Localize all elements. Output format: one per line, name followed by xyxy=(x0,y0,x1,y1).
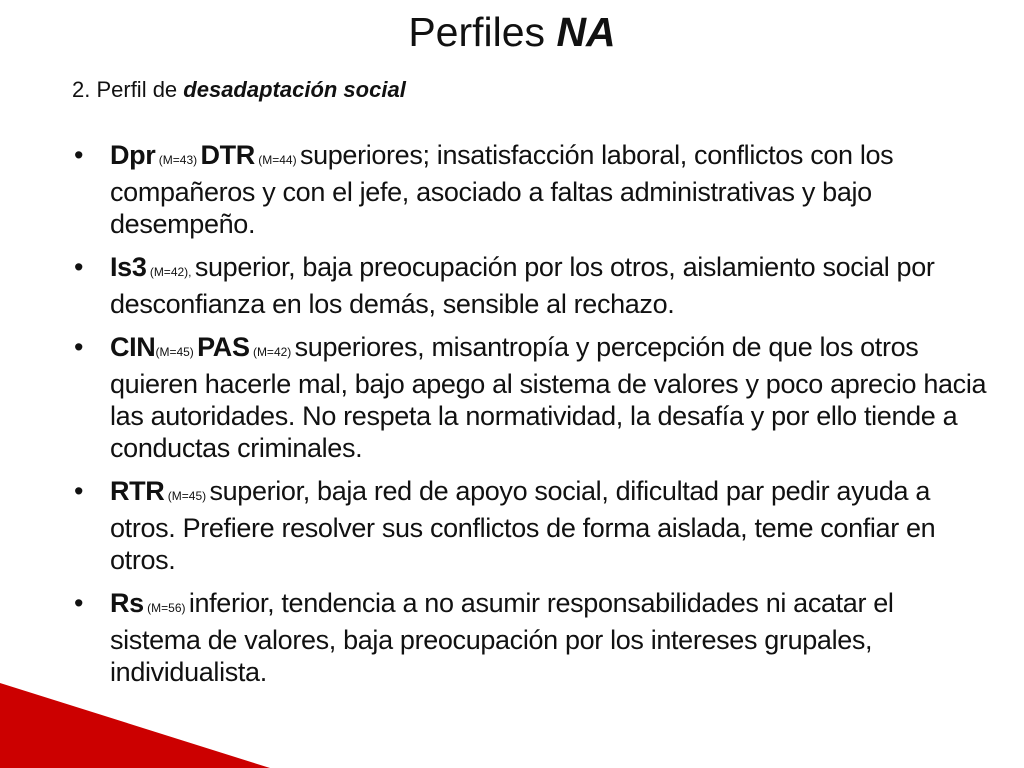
red-corner-band-shape xyxy=(0,683,270,768)
bullet-marker: • xyxy=(74,252,84,282)
scale-mean: (M=45) xyxy=(164,489,210,503)
scale-mean: (M=42) xyxy=(249,345,295,359)
bullet-marker: • xyxy=(74,140,84,170)
scale-mean: (M=43) xyxy=(155,153,201,167)
scale-mean: (M=45) xyxy=(155,345,198,359)
scale-mean: (M=42), xyxy=(146,265,195,279)
scale-code: PAS xyxy=(197,332,250,362)
bullet-marker: • xyxy=(74,332,84,362)
scale-code: CIN xyxy=(110,332,156,362)
bullet-marker: • xyxy=(74,476,84,506)
title-text: Perfiles xyxy=(408,9,557,55)
scale-mean: (M=44) xyxy=(254,153,300,167)
scale-code: Dpr xyxy=(110,140,156,170)
subtitle-text: 2. Perfil de xyxy=(72,77,184,102)
bullet-marker: • xyxy=(74,588,84,618)
scale-code: Rs xyxy=(110,588,144,618)
scale-mean: (M=56) xyxy=(143,601,189,615)
scale-code: Is3 xyxy=(110,252,147,282)
bullet-description: superior, baja red de apoyo social, dificultad par pedir ayuda a otros. Prefiere resolver sus conflictos de forma aislada, teme confiar en otros. xyxy=(110,476,936,575)
bullet-description: inferior, tendencia a no asumir responsabilidades ni acatar el sistema de valores, baja preocupación por los intereses grupales, individualista. xyxy=(110,588,894,687)
title-emphasis: NA xyxy=(556,9,616,55)
bullet-description: superiores, misantropía y percepción de que los otros quieren hacerle mal, bajo apego al sistema de valores y poco aprecio hacia las autoridades. No respeta la normatividad, la desafía y por ello tiende a conductas criminales. xyxy=(110,332,987,463)
scale-code: RTR xyxy=(110,476,165,506)
bullet-description: superiores; insatisfacción laboral, conflictos con los compañeros y con el jefe, asociado a faltas administrativas y bajo desempeño. xyxy=(110,140,894,239)
subtitle-emphasis: desadaptación social xyxy=(183,77,406,102)
bullet-description: superior, baja preocupación por los otros, aislamiento social por desconfianza en los demás, sensible al rechazo. xyxy=(110,252,935,319)
scale-code: DTR xyxy=(200,140,255,170)
